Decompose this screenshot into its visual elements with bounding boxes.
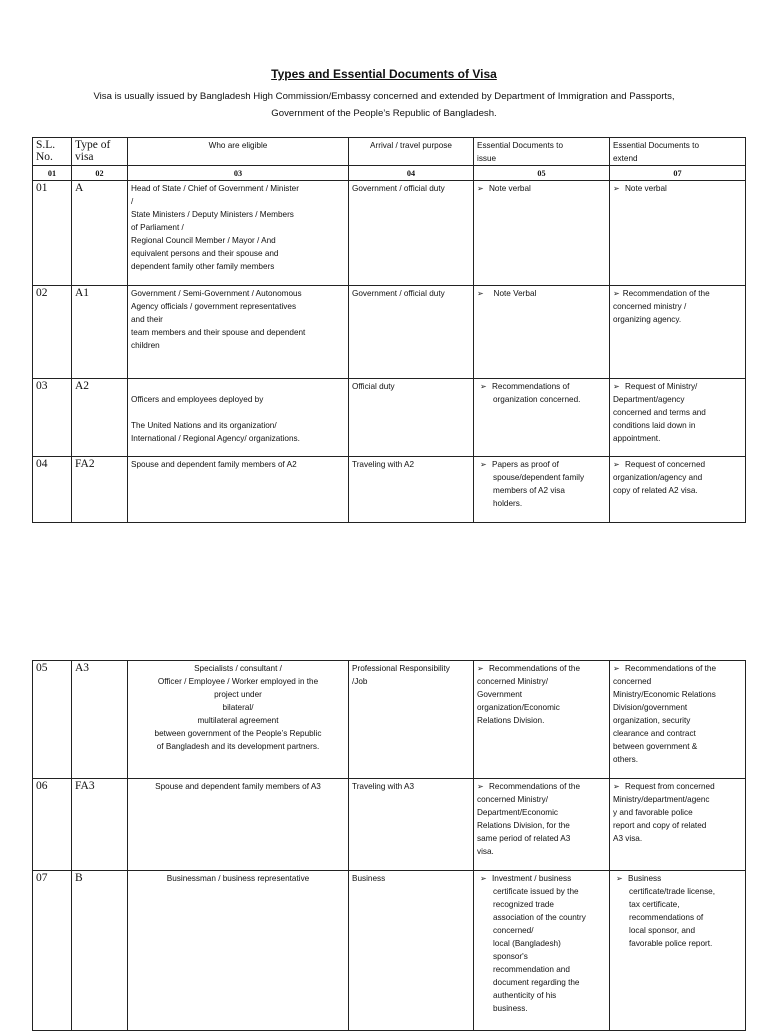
extend-docs-cell: ➢ Recommendation of the concerned ministry / organizing agency. [610, 286, 746, 379]
bullet-arrow-icon: ➢ [613, 289, 620, 298]
extend-docs-cell: ➢ Recommendations of the concerned Ministry/Economic Relations Division/government organization, security clearance and contract between government & others. [610, 661, 746, 779]
bullet-arrow-icon: ➢ [613, 664, 620, 673]
issue-docs-cell: ➢ Recommendations of the concerned Ministry/ Government organization/Economic Relations Division. [474, 661, 610, 779]
table-header-row [33, 138, 746, 166]
issue-docs-cell: ➢ Recommendations of organization concerned. [474, 379, 610, 457]
sl-cell: 03 [33, 379, 72, 457]
bullet-arrow-icon: ➢ [613, 782, 620, 791]
bullet-arrow-icon: ➢ [613, 184, 620, 193]
bullet-arrow-icon: ➢ [616, 874, 623, 883]
bullet-arrow-icon: ➢ [480, 382, 487, 391]
issue-docs-cell: ➢ Papers as proof of spouse/dependent family members of A2 visa holders. [474, 457, 610, 523]
sl-cell: 04 [33, 457, 72, 523]
column-number: 02 [72, 166, 128, 181]
visa-type-cell: B [72, 871, 128, 1031]
column-number: 01 [33, 166, 72, 181]
extend-docs-cell: ➢ Note verbal [610, 181, 746, 286]
table-row [33, 379, 746, 457]
header-docs-extend: Essential Documents to extend [610, 138, 746, 166]
table-row [33, 286, 746, 379]
purpose-cell: Traveling with A3 [349, 779, 474, 871]
visa-table-part-2 [32, 660, 746, 1031]
page-subtitle: Visa is usually issued by Bangladesh High Commission/Embassy concerned and extended by Department of Immigration and Passports, Government of the People’s Republic of Bangladesh. [93, 91, 675, 119]
table-row [33, 181, 746, 286]
sl-cell: 06 [33, 779, 72, 871]
sl-cell: 05 [33, 661, 72, 779]
header-sl-no: S.L. No. [33, 138, 72, 166]
column-number: 03 [128, 166, 349, 181]
issue-docs-cell: ➢ Note verbal [474, 181, 610, 286]
bullet-arrow-icon: ➢ [613, 382, 620, 391]
extend-docs-cell: ➢ Business certificate/trade license, tax certificate, recommendations of local sponsor, and favorable police report. [610, 871, 746, 1031]
header-docs-issue: Essential Documents to issue [474, 138, 610, 166]
extend-docs-cell: ➢ Request of concerned organization/agency and copy of related A2 visa. [610, 457, 746, 523]
visa-type-cell: A1 [72, 286, 128, 379]
purpose-cell: Traveling with A2 [349, 457, 474, 523]
purpose-cell: Business [349, 871, 474, 1031]
issue-docs-cell: ➢ Note Verbal [474, 286, 610, 379]
sl-cell: 02 [33, 286, 72, 379]
column-number-row [33, 166, 746, 181]
column-number: 04 [349, 166, 474, 181]
header-travel-purpose: Arrival / travel purpose [349, 138, 474, 166]
issue-docs-cell: ➢ Recommendations of the concerned Ministry/ Department/Economic Relations Division, for the same period of related A3 visa. [474, 779, 610, 871]
visa-type-cell: A3 [72, 661, 128, 779]
eligible-cell: Businessman / business representative [128, 871, 349, 1031]
sl-cell: 07 [33, 871, 72, 1031]
bullet-arrow-icon: ➢ [477, 664, 484, 673]
visa-type-cell: FA2 [72, 457, 128, 523]
purpose-cell: Professional Responsibility /Job [349, 661, 474, 779]
bullet-arrow-icon: ➢ [477, 782, 484, 791]
eligible-cell: Spouse and dependent family members of A3 [128, 779, 349, 871]
header-who-eligible: Who are eligible [128, 138, 349, 166]
table-row [33, 457, 746, 523]
table-row [33, 871, 746, 1031]
bullet-arrow-icon: ➢ [480, 460, 487, 469]
sl-cell: 01 [33, 181, 72, 286]
eligible-cell: Specialists / consultant / Officer / Employee / Worker employed in the project under bilateral/ multilateral agreement between government of the People’s Republic of Bangladesh and its development partners. [128, 661, 349, 779]
eligible-cell: Head of State / Chief of Government / Minister / State Ministers / Deputy Ministers / Members of Parliament / Regional Council Member / Mayor / And equivalent persons and their spouse and dependent family other family members [128, 181, 349, 286]
visa-type-cell: A2 [72, 379, 128, 457]
extend-docs-cell: ➢ Request of Ministry/ Department/agency concerned and terms and conditions laid down in appointment. [610, 379, 746, 457]
visa-table-part-1 [32, 137, 746, 523]
column-number: 07 [610, 166, 746, 181]
page-title: Types and Essential Documents of Visa [271, 67, 497, 81]
visa-type-cell: FA3 [72, 779, 128, 871]
column-number: 05 [474, 166, 610, 181]
bullet-arrow-icon: ➢ [477, 289, 484, 298]
purpose-cell: Government / official duty [349, 286, 474, 379]
bullet-arrow-icon: ➢ [480, 874, 487, 883]
extend-docs-cell: ➢ Request from concerned Ministry/department/agenc y and favorable police report and copy of related A3 visa. [610, 779, 746, 871]
purpose-cell: Official duty [349, 379, 474, 457]
eligible-cell: Government / Semi-Government / Autonomous Agency officials / government representatives and their team members and their spouse and dependent children [128, 286, 349, 379]
purpose-cell: Government / official duty [349, 181, 474, 286]
issue-docs-cell: ➢ Investment / business certificate issued by the recognized trade association of the country concerned/ local (Bangladesh) sponsor's recommendation and document regarding the authenticity of his business. [474, 871, 610, 1031]
eligible-cell: Spouse and dependent family members of A2 [128, 457, 349, 523]
bullet-arrow-icon: ➢ [477, 184, 484, 193]
table-row [33, 661, 746, 779]
bullet-arrow-icon: ➢ [613, 460, 620, 469]
eligible-cell: Officers and employees deployed by The United Nations and its organization/ International / Regional Agency/ organizations. [128, 379, 349, 457]
header-type-of-visa: Type of visa [72, 138, 128, 166]
visa-type-cell: A [72, 181, 128, 286]
table-row [33, 779, 746, 871]
